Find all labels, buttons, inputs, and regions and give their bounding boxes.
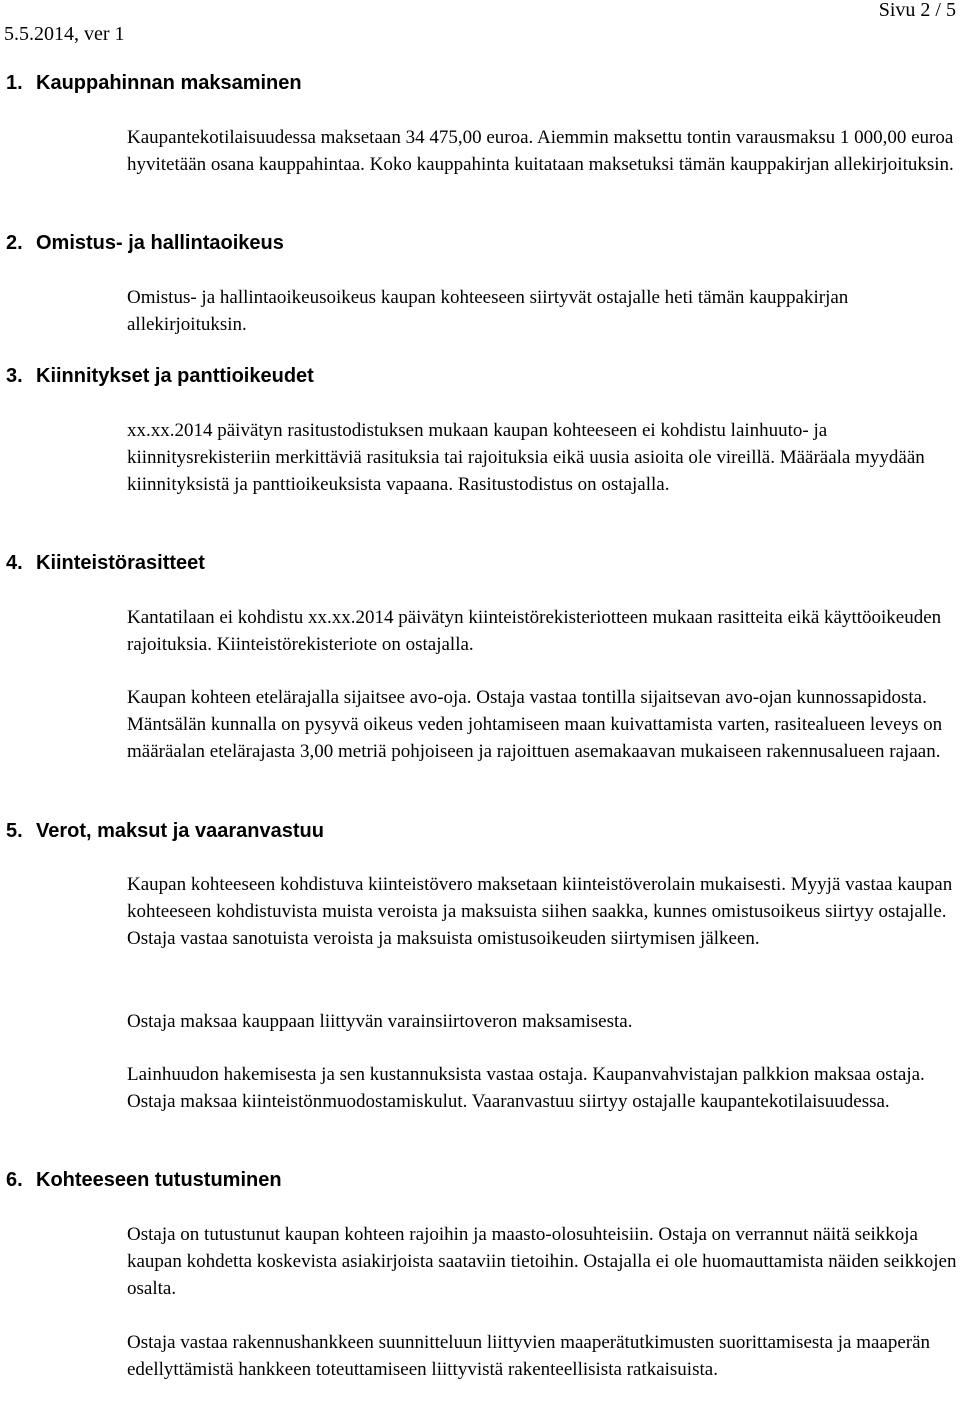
section-title: Kiinnitykset ja panttioikeudet	[36, 365, 314, 387]
section-number: 2.	[6, 232, 23, 254]
section-number: 5.	[6, 820, 23, 842]
section-1-paragraph-1: Kaupantekotilaisuudessa maksetaan 34 475,00 euroa. Aiemmin maksettu tontin varausmaksu 1 000,00 euroa hyvitetään osana kauppahintaa. Koko kauppahinta kuitataan maksetuksi tämän kauppakirjan allekirjoituksin.	[127, 127, 954, 176]
section-5-paragraph-3: Lainhuudon hakemisesta ja sen kustannuksista vastaa ostaja. Kaupanvahvistajan palkkion maksaa ostaja. Ostaja maksaa kiinteistönmuodostamiskulut. Vaaranvastuu siirtyy ostajalle kaupantekotilaisuudessa.	[127, 1064, 925, 1113]
section-6-paragraph-2: Ostaja vastaa rakennushankkeen suunnitteluun liittyvien maaperätutkimusten suorittamisesta ja maaperän edellyttämistä hankkeen toteuttamiseen liittyvistä rakenteellisista ratkaisuista.	[127, 1332, 931, 1381]
section-6-paragraph-1: Ostaja on tutustunut kaupan kohteen rajoihin ja maasto-olosuhteisiin. Ostaja on verrannut näitä seikkoja kaupan kohdetta koskevista asiakirjoista saataviin tietoihin. Ostajalla ei ole huomauttamista näiden seikkojen osalta.	[127, 1224, 957, 1300]
date-version: 5.5.2014, ver 1	[4, 23, 125, 45]
section-5-paragraph-2: Ostaja maksaa kauppaan liittyvän varainsiirtoveron maksamisesta.	[127, 1011, 633, 1032]
section-5-paragraph-1: Kaupan kohteeseen kohdistuva kiinteistövero maksetaan kiinteistöverolain mukaisesti. Myyjä vastaa kaupan kohteeseen kohdistuvista muista veroista ja maksuista siihen saakka, kunnes omistusoikeus siirtyy ostajalle. Ostaja vastaa sanotuista veroista ja maksuista omistusoikeuden siirtymisen jälkeen.	[127, 874, 953, 950]
section-4-paragraph-2: Kaupan kohteen etelärajalla sijaitsee avo-oja. Ostaja vastaa tontilla sijaitsevan avo-ojan kunnossapidosta. Mäntsälän kunnalla on pysyvä oikeus veden johtamiseen maan kuivattamista varten, rasitealueen leveys on määräalan etelärajasta 3,00 metriä pohjoiseen ja rajoittuen asemakaavan mukaiseen rakennusalueen rajaan.	[127, 687, 943, 763]
section-heading-6	[6, 1167, 282, 1193]
section-heading-3	[6, 363, 314, 389]
section-title: Kiinteistörasitteet	[36, 552, 205, 574]
section-heading-1	[6, 70, 302, 96]
section-number: 3.	[6, 365, 23, 387]
section-4-paragraph-1: Kantatilaan ei kohdistu xx.xx.2014 päivätyn kiinteistörekisteriotteen mukaan rasitteita eikä käyttöoikeuden rajoituksia. Kiinteistörekisteriote on ostajalla.	[127, 607, 942, 656]
section-2-paragraph-1: Omistus- ja hallintaoikeusoikeus kaupan kohteeseen siirtyvät ostajalle heti tämän kauppakirjan allekirjoituksin.	[127, 287, 849, 336]
page-indicator: Sivu 2 / 5	[878, 0, 956, 21]
section-heading-4	[6, 550, 205, 576]
section-heading-5	[6, 818, 324, 844]
section-number: 4.	[6, 552, 23, 574]
section-title: Kauppahinnan maksaminen	[36, 72, 302, 94]
section-title: Kohteeseen tutustuminen	[36, 1169, 282, 1191]
section-title: Verot, maksut ja vaaranvastuu	[36, 820, 324, 842]
section-number: 6.	[6, 1169, 23, 1191]
section-title: Omistus- ja hallintaoikeus	[36, 232, 284, 254]
section-3-paragraph-1: xx.xx.2014 päivätyn rasitustodistuksen mukaan kaupan kohteeseen ei kohdistu lainhuuto- ja kiinnitysrekisteriin merkittäviä rasituksia tai rajoituksia eikä uusia asioita ole vireillä. Määräala myydään kiinnityksistä ja panttioikeuksista vapaana. Rasitustodistus on ostajalla.	[127, 420, 925, 496]
section-heading-2	[6, 230, 284, 256]
section-number: 1.	[6, 72, 23, 94]
